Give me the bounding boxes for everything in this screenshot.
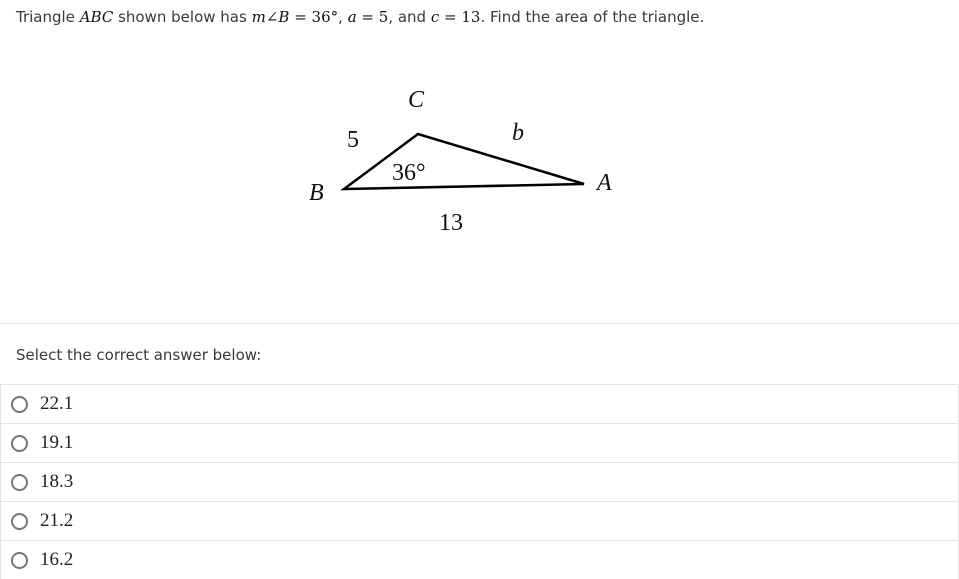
side-a-value: 5	[378, 8, 389, 26]
choice-label: 22.1	[40, 393, 74, 414]
angle-b-label: 36°	[392, 160, 426, 186]
angle-symbol: ∠	[265, 8, 279, 26]
triangle-name: ABC	[79, 8, 114, 26]
answer-choices	[0, 384, 959, 579]
equals-sign: =	[289, 8, 312, 26]
measure-symbol: m	[251, 8, 266, 26]
triangle-shape	[344, 134, 584, 189]
angle-value: 36°	[311, 8, 339, 26]
radio-button[interactable]	[11, 513, 28, 530]
side-c-var: c	[430, 8, 440, 26]
angle-vertex: B	[278, 8, 290, 26]
side-c-label: 13	[439, 210, 463, 236]
radio-button[interactable]	[11, 396, 28, 413]
radio-button[interactable]	[11, 552, 28, 569]
equals-sign: =	[356, 8, 379, 26]
side-a-label: 5	[347, 127, 359, 153]
equals-sign: =	[439, 8, 462, 26]
and-text: , and	[388, 8, 427, 26]
choice-option-2[interactable]	[1, 423, 958, 462]
answer-prompt: Select the correct answer below:	[16, 346, 262, 364]
choice-option-1[interactable]	[1, 384, 958, 423]
question-mid: shown below has	[118, 8, 247, 26]
choice-label: 18.3	[40, 471, 74, 492]
radio-button[interactable]	[11, 435, 28, 452]
question-prefix: Triangle	[16, 8, 75, 26]
choice-option-3[interactable]	[1, 462, 958, 501]
choice-label: 16.2	[40, 549, 74, 570]
choice-option-5[interactable]	[1, 540, 958, 579]
choice-label: 21.2	[40, 510, 74, 531]
choice-label: 19.1	[40, 432, 74, 453]
section-divider	[0, 323, 959, 324]
side-c-value: 13	[461, 8, 481, 26]
vertex-a-label: A	[597, 170, 612, 196]
side-b-label: b	[512, 120, 524, 146]
vertex-c-label: C	[408, 87, 425, 113]
comma: ,	[338, 8, 343, 26]
vertex-b-label: B	[309, 180, 324, 206]
question-suffix: . Find the area of the triangle.	[480, 8, 705, 26]
side-a-var: a	[347, 8, 357, 26]
choice-option-4[interactable]	[1, 501, 958, 540]
radio-button[interactable]	[11, 474, 28, 491]
